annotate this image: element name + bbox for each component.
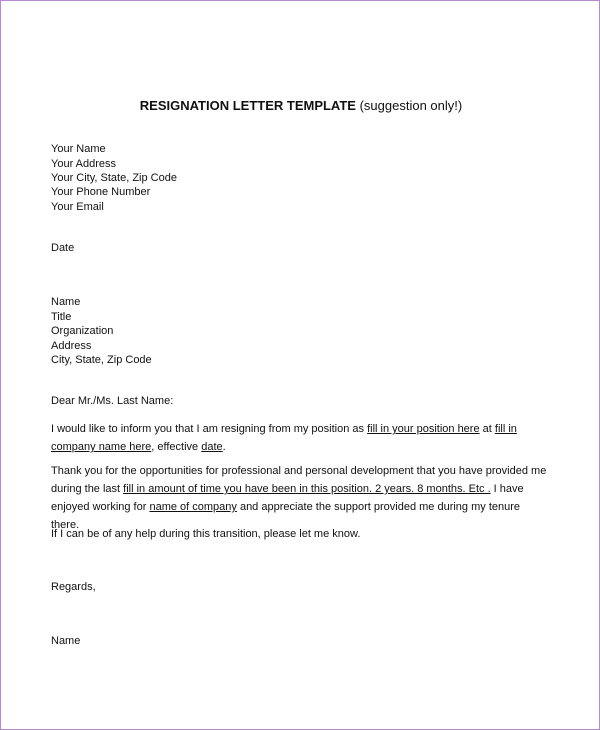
recipient-organization: Organization xyxy=(51,325,114,337)
company-name-placeholder: name of company xyxy=(149,501,237,513)
paragraph-3: If I can be of any help during this transition, please let me know. xyxy=(51,528,361,540)
page-title xyxy=(1,98,600,114)
recipient-title: Title xyxy=(51,311,72,323)
duration-placeholder: fill in amount of time you have been in this position. 2 years. 8 months. Etc . xyxy=(123,483,491,495)
sender-address: Your Address xyxy=(51,158,117,170)
paragraph-2: Thank you for the opportunities for professional and personal development that you have provided me during the last fill in amount of time you have been in this position. 2 years. 8 months. Etc . I have enjoyed working for name of company and appreciate the support provided me during my tenure there. xyxy=(51,465,547,531)
recipient-name: Name xyxy=(51,296,81,308)
date: Date xyxy=(51,242,75,254)
closing: Regards, xyxy=(51,581,96,593)
position-placeholder: fill in your position here xyxy=(367,423,480,435)
sender-city: Your City, State, Zip Code xyxy=(51,172,177,184)
sender-email: Your Email xyxy=(51,201,104,213)
date-placeholder: date xyxy=(201,441,223,453)
recipient-city: City, State, Zip Code xyxy=(51,354,152,366)
recipient-address: Address xyxy=(51,340,92,352)
title-note: (suggestion only!) xyxy=(359,98,463,113)
signature-name: Name xyxy=(51,635,81,647)
sender-phone: Your Phone Number xyxy=(51,186,151,198)
salutation: Dear Mr./Ms. Last Name: xyxy=(51,395,174,407)
paragraph-1: I would like to inform you that I am resigning from my position as fill in your position here at fill in company name here, effective date. xyxy=(51,423,517,453)
title-bold: RESIGNATION LETTER TEMPLATE xyxy=(139,98,356,113)
sender-name: Your Name xyxy=(51,143,106,155)
company-placeholder: fill in company name here xyxy=(51,423,517,453)
